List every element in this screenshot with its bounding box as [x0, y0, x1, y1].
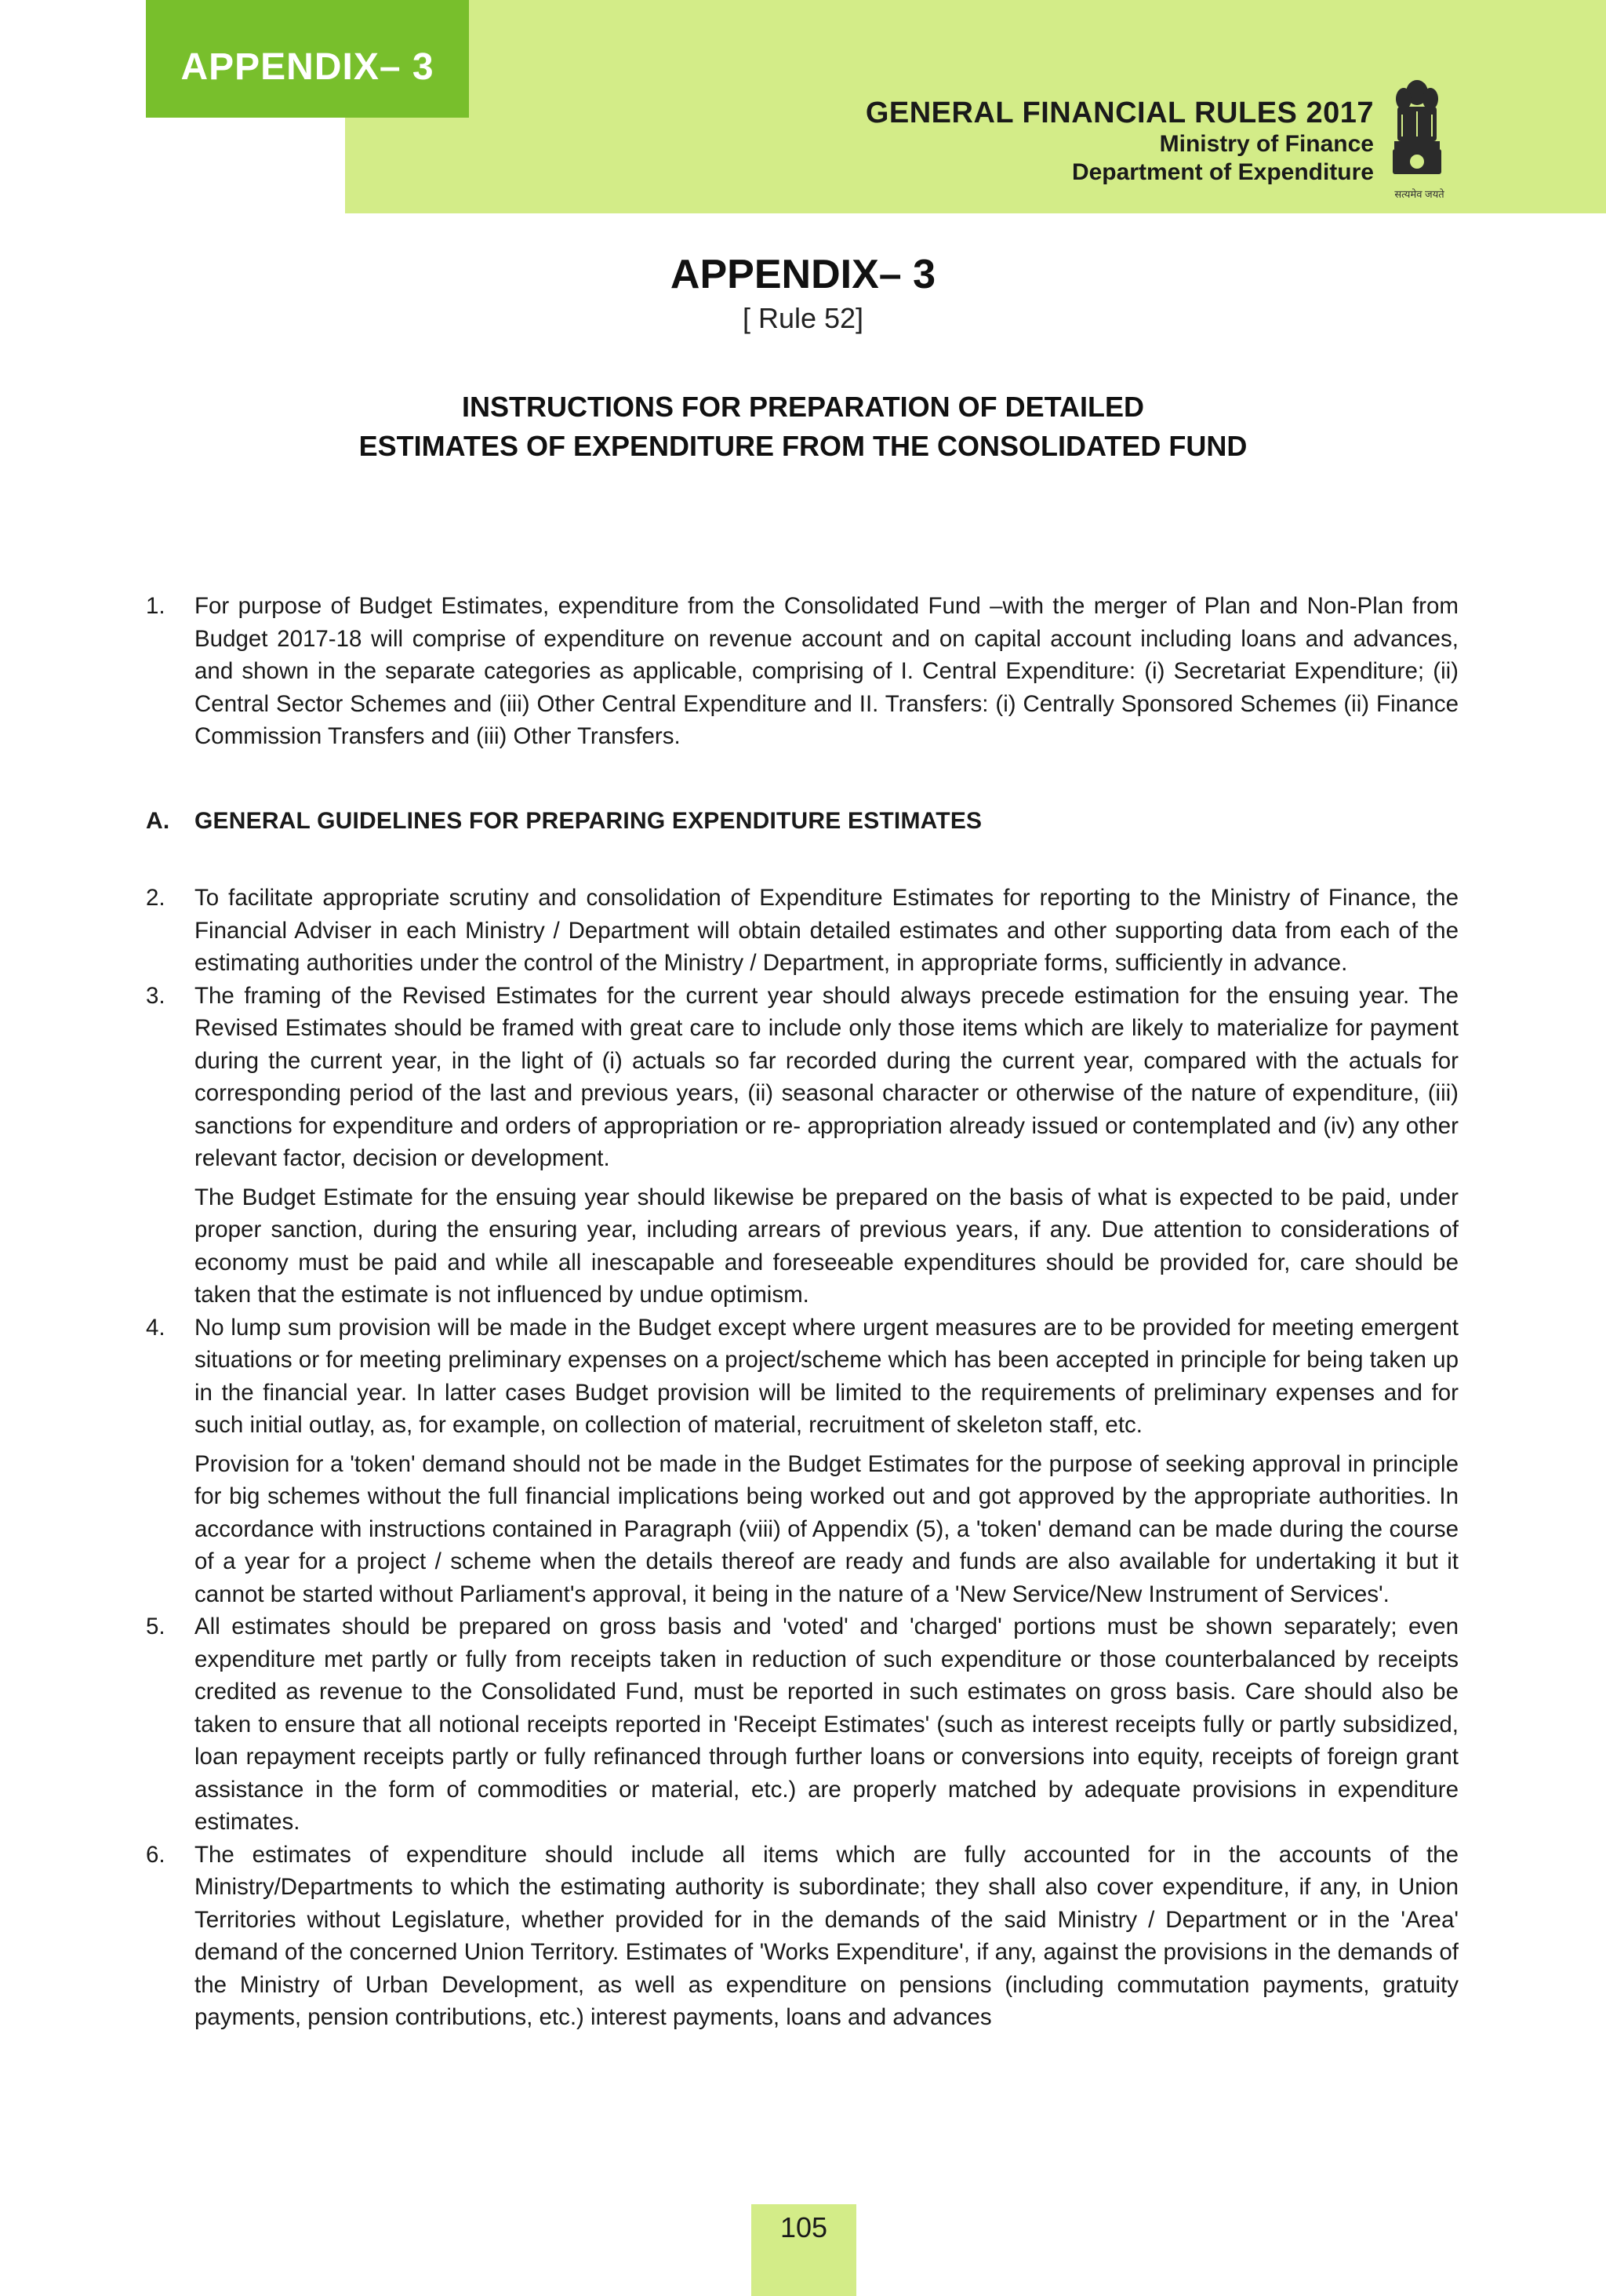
- paragraphs-2-6: [141, 882, 1459, 2034]
- item-number: 1.: [146, 593, 165, 619]
- list-item: [141, 590, 1459, 753]
- item-number: 5.: [146, 1614, 165, 1639]
- page-title: APPENDIX– 3: [670, 252, 936, 297]
- item-text: For purpose of Budget Estimates, expenditure from the Consolidated Fund –with the merger of Plan and Non-Plan from Budget 2017-18 will comprise of expenditure on revenue account and on capital account including loans and advances, and shown in the separate categories as applicable, comprising of I. Central Expenditure: (i) Secretariat Expenditure; (ii) Central Sector Schemes and (iii) Other Central Expenditure and II. Transfers: (i) Centrally Sponsored Schemes (ii) Finance Commission Transfers and (iii) Other Transfers.: [194, 593, 1459, 749]
- rule-reference: [ Rule 52]: [742, 302, 864, 334]
- item-text: All estimates should be prepared on gross basis and 'voted' and 'charged' portions must be shown separately; even expenditure met partly or fully from receipts taken in reduction of such expenditure or those counterbalanced by receipts credited as revenue to the Consolidated Fund, must be reported in such estimates on gross basis. Care should also be taken to ensure that all notional receipts reported in 'Receipt Estimates' (such as interest receipts fully or partly subsidized, loan repayment receipts partly or fully refinanced through further loans or conversions into equity, receipts of foreign grant assistance in the form of commodities or material, etc.) are properly matched by adequate provisions in expenditure estimates.: [194, 1614, 1459, 1835]
- item-text: No lump sum provision will be made in the Budget except where urgent measures are to be provided for meeting emergent situations or for meeting preliminary expenses on a project/scheme which has been accepted in principle for being taken up in the financial year. In latter cases Budget provision will be limited to the requirements of preliminary expenses and for such initial outlay, as, for example, on collection of material, recruitment of skeleton staff, etc.: [194, 1314, 1459, 1438]
- heading-line-2: ESTIMATES OF EXPENDITURE FROM THE CONSOLIDATED FUND: [358, 430, 1248, 462]
- section-letter: A.: [146, 808, 170, 834]
- section-title: GENERAL GUIDELINES FOR PREPARING EXPENDITURE ESTIMATES: [194, 808, 983, 834]
- national-emblem-icon: [1388, 75, 1446, 201]
- item-number: 3.: [146, 982, 165, 1009]
- item-text-continued: The Budget Estimate for the ensuing year should likewise be prepared on the basis of what is expected to be paid, under proper sanction, during the ensuring year, including arrears of previous years, if any. Due attention to considerations of economy must be paid and while all inescapable and foreseeable expenditures should be provided for, care should be taken that the estimate is not influenced by undue optimism.: [194, 1184, 1459, 1308]
- item-number: 6.: [146, 1841, 165, 1868]
- document-heading: [0, 388, 1606, 466]
- emblem-motto: सत्यमेव जयते: [1394, 188, 1444, 200]
- header-text-block: [866, 96, 1374, 187]
- appendix-tab: APPENDIX– 3: [146, 0, 469, 118]
- list-item: [141, 882, 1459, 980]
- item-text: The estimates of expenditure should include all items which are fully accounted for in the accounts of the Ministry/Departments to which the estimating authority is subordinate; they shall also cover expenditure, if any, in Union Territories without Legislature, whether provided for in the demands of the said Ministry / Department or in the 'Area' demand of the concerned Union Territory. Estimates of 'Works Expenditure', if any, against the provisions in the demands of the Ministry of Urban Development, as well as expenditure on pensions (including commutation payments, gratuity payments, pension contributions, etc.) interest payments, loans and advances: [194, 1841, 1459, 2030]
- section-a: [141, 805, 1459, 838]
- section-heading: [141, 805, 1459, 838]
- list-item: [141, 1610, 1459, 1839]
- page-number: 105: [751, 2204, 856, 2296]
- heading-line-1: INSTRUCTIONS FOR PREPARATION OF DETAILED: [462, 391, 1144, 423]
- ministry-name: Ministry of Finance: [1159, 131, 1374, 157]
- item-number: 4.: [146, 1314, 165, 1341]
- department-name: Department of Expenditure: [1071, 159, 1374, 185]
- item-number: 2.: [146, 885, 165, 911]
- list-item: [141, 1839, 1459, 2034]
- list-item: [141, 980, 1459, 1312]
- item-text-continued: Provision for a 'token' demand should not be made in the Budget Estimates for the purpose of seeking approval in principle for big schemes without the full financial implications being worked out and got approved by the appropriate authorities. In accordance with instructions contained in Paragraph (viii) of Appendix (5), a 'token' demand can be made during the course of a year for a project / scheme when the details thereof are ready and funds are also available for undertaking it but it cannot be started without Parliament's approval, it being in the nature of a 'New Service/New Instrument of Services'.: [194, 1450, 1459, 1607]
- item-text: The framing of the Revised Estimates for the current year should always precede estimation for the ensuing year. The Revised Estimates should be framed with great care to include only those items which are likely to materialize for payment during the current year, in the light of (i) actuals so far recorded during the current year, compared with the actuals for corresponding period of the last and previous years, (ii) seasonal character or otherwise of the nature of expenditure, (iii) sanctions for expenditure and orders of appropriation or re- appropriation already issued or contemplated and (iv) any other relevant factor, decision or development.: [194, 982, 1459, 1171]
- publication-title: GENERAL FINANCIAL RULES 2017: [865, 96, 1374, 129]
- list-item: [141, 1312, 1459, 1611]
- item-text: To facilitate appropriate scrutiny and consolidation of Expenditure Estimates for reporting to the Ministry of Finance, the Financial Adviser in each Ministry / Department will obtain detailed estimates and other supporting data from each of the estimating authorities under the control of the Ministry / Department, in appropriate forms, sufficiently in advance.: [194, 885, 1459, 976]
- paragraph-1: [141, 590, 1459, 753]
